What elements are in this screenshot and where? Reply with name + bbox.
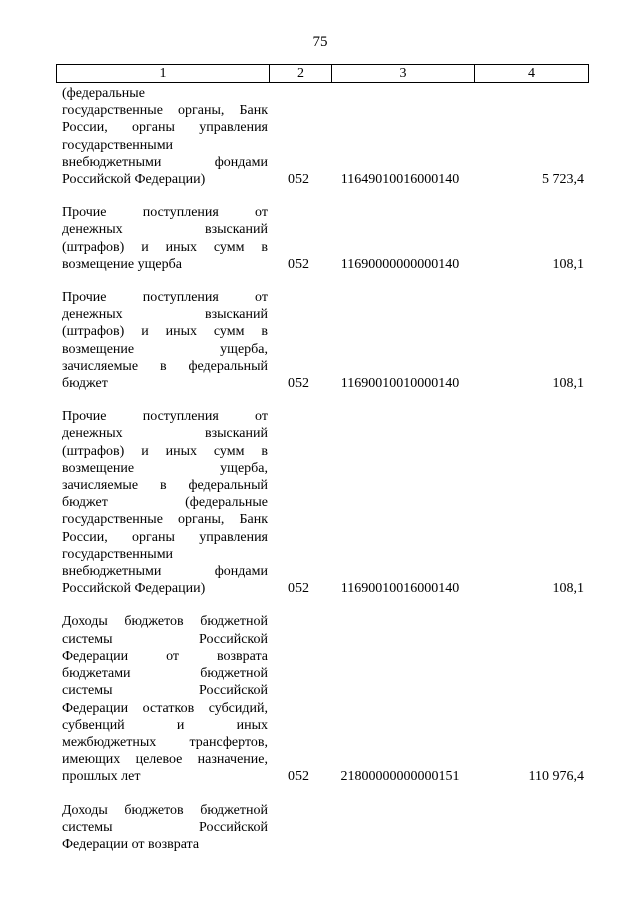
- description-line: Федерации от возврата: [62, 648, 268, 664]
- description-line: (федеральные: [62, 86, 145, 101]
- table-row: [56, 289, 586, 392]
- row-description: [56, 408, 268, 597]
- table-body: [56, 85, 586, 869]
- description-line: Доходы бюджетов бюджетной: [62, 802, 268, 818]
- description-line: бюджет (федеральные: [62, 495, 268, 511]
- description-line: России, органы управления: [62, 120, 268, 136]
- description-line: Российской Федерации): [62, 581, 206, 597]
- row-budget-code: 11690010016000140: [340, 581, 460, 597]
- description-line: денежных взысканий: [62, 426, 268, 442]
- row-budget-code: 11690000000000140: [340, 256, 460, 272]
- description-line: государственные органы, Банк: [62, 103, 268, 119]
- description-line: Прочие поступления от: [62, 409, 268, 425]
- column-header-table: [56, 64, 589, 83]
- row-description: [56, 613, 268, 785]
- column-header-1: 1: [57, 65, 270, 83]
- row-admin-code: 052: [288, 376, 309, 392]
- description-line: Российской Федерации): [62, 172, 206, 188]
- row-admin-code: 052: [288, 769, 309, 785]
- table-row: [56, 204, 586, 273]
- table-row: [56, 613, 586, 785]
- column-header-row: [57, 65, 589, 83]
- row-description: [56, 802, 268, 854]
- description-line: Федерации остатков субсидий,: [62, 700, 268, 716]
- description-line: внебюджетными фондами: [62, 564, 268, 580]
- column-header-4: 4: [475, 65, 589, 83]
- description-line: Доходы бюджетов бюджетной: [62, 614, 268, 630]
- row-budget-code: 11690010010000140: [340, 376, 460, 392]
- row-amount: 108,1: [552, 256, 584, 272]
- description-line: денежных взысканий: [62, 222, 268, 238]
- table-row: [56, 85, 586, 188]
- description-line: бюджетами бюджетной: [62, 666, 268, 682]
- row-amount: 5 723,4: [542, 172, 584, 188]
- description-line: межбюджетных трансфертов,: [62, 734, 268, 750]
- row-admin-code: 052: [288, 581, 309, 597]
- description-line: зачисляемые в федеральный: [62, 478, 268, 494]
- page-number: 75: [312, 34, 328, 50]
- table-row: [56, 802, 586, 854]
- row-description: [56, 289, 268, 392]
- row-amount: 110 976,4: [528, 769, 584, 785]
- column-header-2: 2: [270, 65, 332, 83]
- row-description: [56, 204, 268, 273]
- description-line: государственными: [62, 546, 174, 562]
- description-line: Прочие поступления от: [62, 290, 268, 306]
- row-budget-code: 11649010016000140: [340, 172, 460, 188]
- description-line: государственными: [62, 137, 174, 153]
- description-line: денежных взысканий: [62, 307, 268, 323]
- description-line: имеющих целевое назначение,: [62, 752, 268, 768]
- description-line: России, органы управления: [62, 529, 268, 545]
- row-admin-code: 052: [288, 172, 309, 188]
- description-line: (штрафов) и иных сумм в: [62, 324, 268, 340]
- description-line: возмещение ущерба: [62, 256, 182, 272]
- description-line: Прочие поступления от: [62, 205, 268, 221]
- table-row: [56, 408, 586, 597]
- description-line: (штрафов) и иных сумм в: [62, 239, 268, 255]
- description-line: бюджет: [62, 376, 108, 392]
- description-line: внебюджетными фондами: [62, 154, 268, 170]
- column-header-3: 3: [332, 65, 475, 83]
- description-line: прошлых лет: [62, 769, 141, 785]
- row-description: [56, 85, 268, 188]
- row-budget-code: 21800000000000151: [340, 769, 460, 785]
- description-line: системы Российской: [62, 683, 268, 699]
- description-line: системы Российской: [62, 819, 268, 835]
- row-amount: 108,1: [552, 581, 584, 597]
- description-line: зачисляемые в федеральный: [62, 358, 268, 374]
- row-admin-code: 052: [288, 256, 309, 272]
- description-line: системы Российской: [62, 631, 268, 647]
- description-line: государственные органы, Банк: [62, 512, 268, 528]
- description-line: возмещение ущерба,: [62, 460, 268, 476]
- row-amount: 108,1: [552, 376, 584, 392]
- description-line: возмещение ущерба,: [62, 341, 268, 357]
- description-line: субвенций и иных: [62, 717, 268, 733]
- description-line: Федерации от возврата: [62, 836, 200, 852]
- description-line: (штрафов) и иных сумм в: [62, 443, 268, 459]
